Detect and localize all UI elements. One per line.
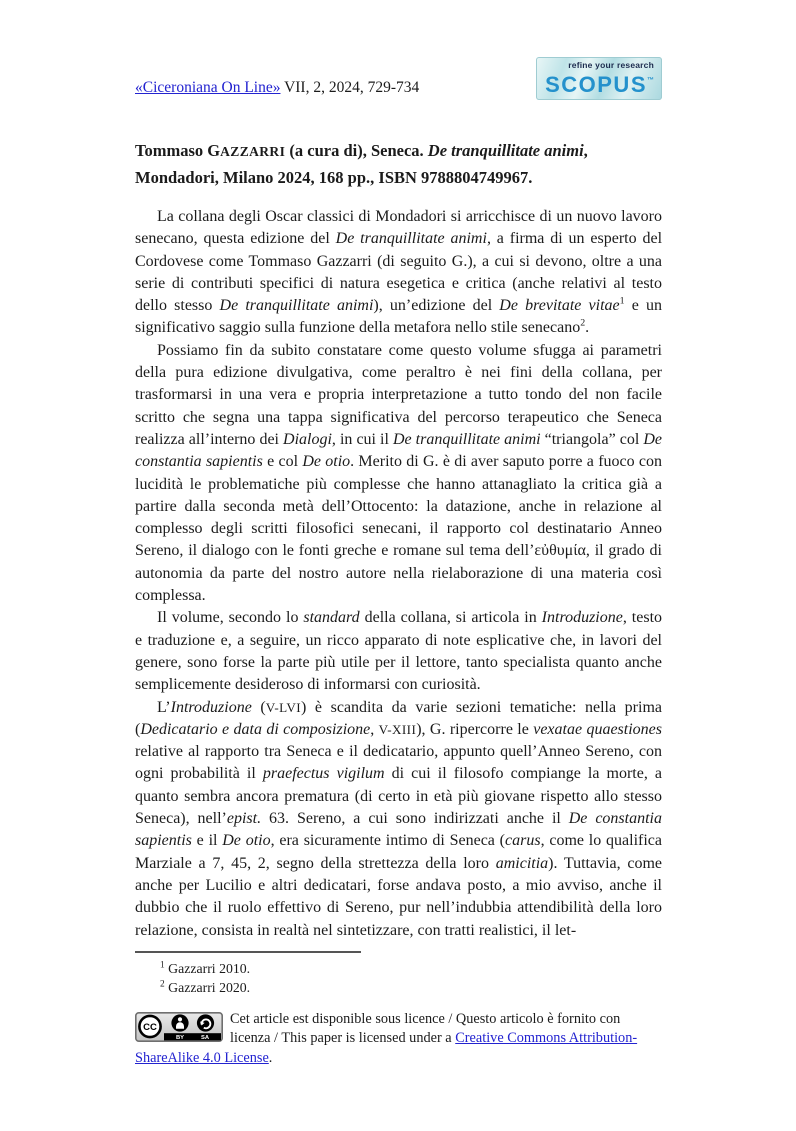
license-text: Cet article est disponible sous licence / Questo articolo è fornito con licenza / This paper is licensed under a — [230, 1010, 621, 1047]
paragraph-2: Possiamo fin da subito constatare come questo volume sfugga ai parametri della pura edizione divulgativa, come peraltro è nei fini della collana, per trasformarsi in una vera e propria interpretazione a tutto tondo del non facile scritto che segna una tappa significativa del percorso terapeutico che Seneca realizza all’interno dei Dialogi, in cui il De tranquillitate animi “triangola” col De constantia sapientis e col De otio. Merito di G. è di aver saputo porre a fuoco con lucidità le problematiche più complesse che hanno attanagliato la critica già a partire dalla seconda metà dell’Ottocento: la datazione, anche in relazione al complesso degli scritti filosofici senecani, il rapporto col destinatario Anneo Sereno, il dialogo con le fonti greche e romane sul tema dell’εὐθυμία, il grado di autonomia da parte del nostro autore nella rielaborazione di una materia così complessa. — [135, 341, 662, 605]
paragraph-4: L’Introduzione (V-LVI) è scandita da varie sezioni tematiche: nella prima (Dedicatario e data di composizione, V-XIII), G. ripercorre le vexatae quaestiones relative al rapporto tra Seneca e il dedicatario, appunto quell’Anneo Sereno, con ogni probabilità il praefectus vigilum di cui il filosofo compiange la morte, a quanto sembra ancora prematura (di certo in età più giovane rispetto allo stesso Seneca), nell’epist. 63. Sereno, a cui sono indirizzati anche il De constantia sapientis e il De otio, era sicuramente intimo di Seneca (carus, come lo qualifica Marziale a 7, 45, 2, segno della strettezza della loro amicitia). Tuttavia, come anche per Lucilio e altri dedicatari, forse andava posto, a mio avviso, anche il dubbio che il ruolo effettivo di Sereno, pur nell’indubbia attendibilità della loro relazione, consista in realtà nel sintetizzare, con tratti realistici, il let- — [135, 698, 663, 939]
cc-sa-label: SA — [200, 1034, 210, 1041]
cc-sa-arrow-icon — [197, 1014, 214, 1031]
footnote-2 — [135, 978, 662, 997]
journal-citation — [135, 79, 419, 97]
trademark-symbol: ™ — [647, 77, 654, 84]
article-title: Tommaso GAZZARRI (a cura di), Seneca. De tranquillitate animi, Mondadori, Milano 2024, 168 pp., ISBN 9788804749967. — [135, 141, 588, 187]
cc-logo-icon — [139, 1016, 160, 1037]
article-body — [135, 206, 662, 942]
scopus-logo[interactable] — [536, 57, 662, 100]
svg-text:CC: CC — [143, 1021, 157, 1033]
issue-info: VII, 2, 2024, 729-734 — [280, 79, 420, 96]
footnotes — [135, 959, 662, 997]
footnote-separator — [135, 951, 361, 953]
journal-link[interactable]: «Ciceroniana On Line» — [135, 79, 281, 96]
cc-by-person-icon — [171, 1014, 188, 1031]
license-link[interactable]: Creative Commons Attribution-ShareAlike 4.0 License — [135, 1030, 638, 1066]
license-block — [135, 1010, 662, 1069]
page-header — [135, 57, 662, 101]
cc-by-sa-badge[interactable] — [135, 1012, 223, 1042]
footnote-1-number: 1 — [160, 960, 165, 971]
scopus-tagline: refine your research — [568, 60, 654, 70]
scopus-wordmark: SCOPUS™ — [545, 72, 654, 97]
footnote-2-number: 2 — [160, 979, 165, 990]
footnote-2-text: Gazzarri 2020. — [164, 979, 251, 995]
license-period: . — [268, 1049, 273, 1066]
footnote-1-text: Gazzarri 2010. — [164, 960, 251, 976]
footnote-1 — [135, 959, 662, 978]
cc-by-label: BY — [175, 1034, 185, 1041]
paragraph-1: La collana degli Oscar classici di Mondadori si arricchisce di un nuovo lavoro senecano, questa edizione del De tranquillitate animi, a firma di un esperto del Cordovese come Tommaso Gazzarri (di seguito G.), a cui si devono, oltre a una serie di contributi specifici di natura esegetica e critica (anche relativi al testo dello stesso De tranquillitate animi), un’edizione del De brevitate vitae$^1$ e un significativo saggio sulla funzione della metafora nello stile senecano$^2$. — [135, 208, 663, 337]
paragraph-3: Il volume, secondo lo standard della collana, si articola in Introduzione, testo e traduzione e, a seguire, un ricco apparato di note esplicative che, in lavori del genere, sono forse la parte più utile per il lettore, tanto specialista quanto anche semplicemente desideroso di informarsi con curiosità. — [135, 609, 663, 694]
